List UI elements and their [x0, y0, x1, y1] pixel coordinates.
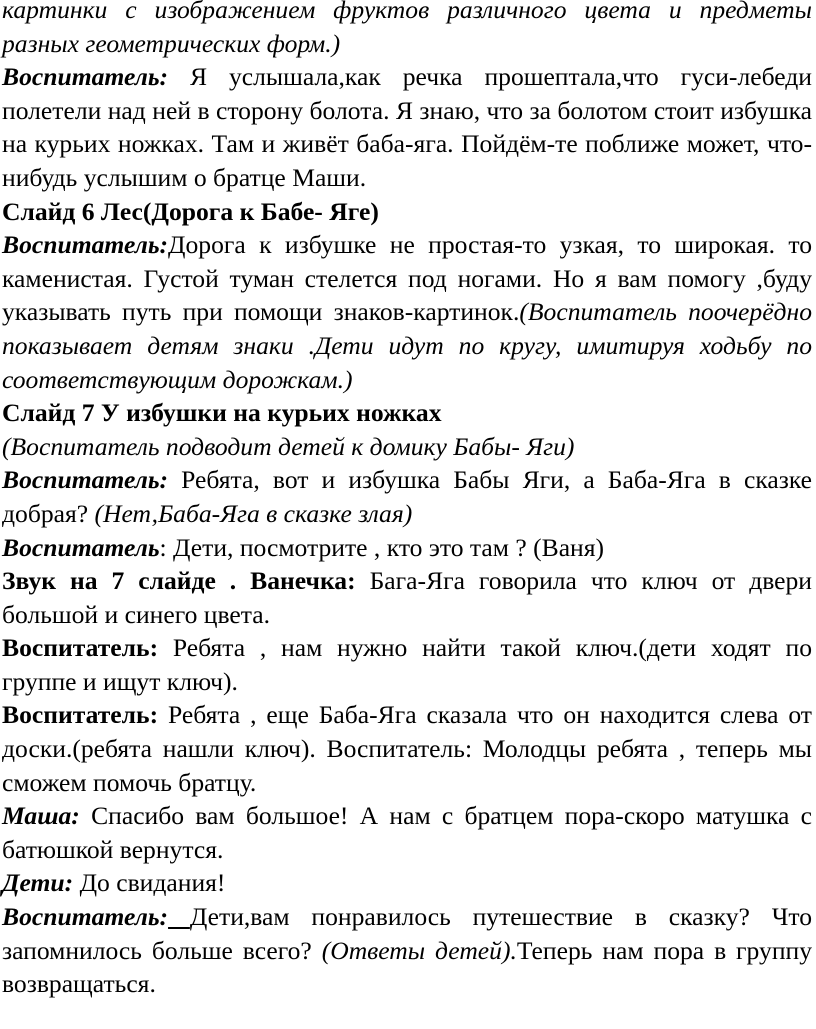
body-text: Бага-Яга говорила что ключ от двери большой и синего цвета. — [2, 566, 813, 629]
speaker-label: Воспитатель: — [2, 62, 169, 92]
body-text: Теперь нам пора в группу возвращаться. — [2, 935, 813, 999]
body-text: До свидания! — [73, 868, 226, 898]
body-text: Дорога к избушке не простая-то узкая, то широкая. то каменистая. Густой туман стелется под ногами. Но я вам помогу ,буду указывать путь при помощи знаков-картинок. — [2, 230, 812, 327]
speaker-label: Звук на 7 слайде . Ванечка: — [2, 566, 356, 596]
body-text: Спасибо вам большое! А нам с братцем пора-скоро матушка с батюшкой вернутся. — [2, 801, 812, 864]
speaker-label: Воспитатель: — [2, 700, 159, 730]
paragraph-children-line — [2, 866, 812, 900]
stage-direction-text: (Нет,Баба-Яга в сказке злая) — [94, 498, 413, 528]
body-text: Дети,вам понравилось путешествие в сказку? Что запомнилось больше всего? — [2, 902, 812, 965]
speaker-label: Слайд 7 У избушки на курьих ножках — [2, 398, 442, 428]
speaker-label: Слайд 6 Лес(Дорога к Бабе- Яге) — [2, 196, 379, 226]
paragraph-sound-slide-7 — [2, 564, 812, 631]
stage-direction-text: (Воспитатель подводит детей к домику Бабы- Яги) — [2, 431, 575, 461]
speaker-label: Воспитатель: — [2, 633, 159, 663]
body-text: Ребята, вот и избушка Бабы Яги, а Баба-Яга в сказке добрая? — [2, 465, 812, 528]
paragraph-masha-line — [2, 799, 812, 866]
paragraph-slide-7-heading — [2, 396, 812, 430]
paragraph-slide-6-heading — [2, 195, 812, 229]
paragraph-teacher-line-7 — [2, 900, 812, 1001]
body-text: Ребята , нам нужно найти такой ключ.(дети ходят по группе и ищут ключ). — [2, 633, 812, 696]
paragraph-teacher-line-3 — [2, 463, 812, 530]
body-text — [168, 902, 190, 931]
body-text: Я услышала,как речка прошептала,что гуси-лебеди полетели над ней в сторону болота. Я знаю, что за болотом стоит избушка на курьих ножках. Там и живёт баба-яга. Пойдём-те поближе может, что-нибудь услышим о братце Маши. — [2, 62, 812, 192]
speaker-label: Воспитатель — [2, 532, 160, 562]
paragraph-teacher-line-5 — [2, 631, 812, 698]
paragraph-teacher-line-2 — [2, 228, 812, 396]
paragraph-stage-direction-1 — [2, 430, 812, 464]
speaker-label: Воспитатель: — [2, 465, 169, 495]
speaker-label: Воспитатель: — [2, 230, 169, 260]
body-text: Ребята , еще Баба-Яга сказала что он находится слева от доски.(ребята нашли ключ). Воспитатель: Молодцы ребята , теперь мы сможем помочь братцу. — [2, 700, 812, 797]
paragraph-teacher-line-1 — [2, 60, 812, 194]
speaker-label: Дети: — [2, 868, 74, 898]
body-text: : Дети, посмотрите , кто это там ? (Ваня) — [159, 532, 605, 562]
stage-direction-text: (Воспитатель поочерёдно показывает детям знаки .Дети идут по кругу, имитируя ходьбу по соответствующим дорожкам.) — [2, 297, 812, 394]
paragraph-teacher-line-4 — [2, 531, 812, 565]
stage-direction-text: картинки с изображением фруктов различного цвета и предметы разных геометрических форм.) — [2, 0, 812, 58]
stage-direction-text: (Ответы детей). — [321, 935, 517, 965]
paragraph-teacher-line-6 — [2, 698, 812, 799]
speaker-label: Маша: — [2, 801, 80, 831]
speaker-label: Воспитатель: — [2, 902, 169, 932]
paragraph-intro-italic — [2, 0, 812, 60]
